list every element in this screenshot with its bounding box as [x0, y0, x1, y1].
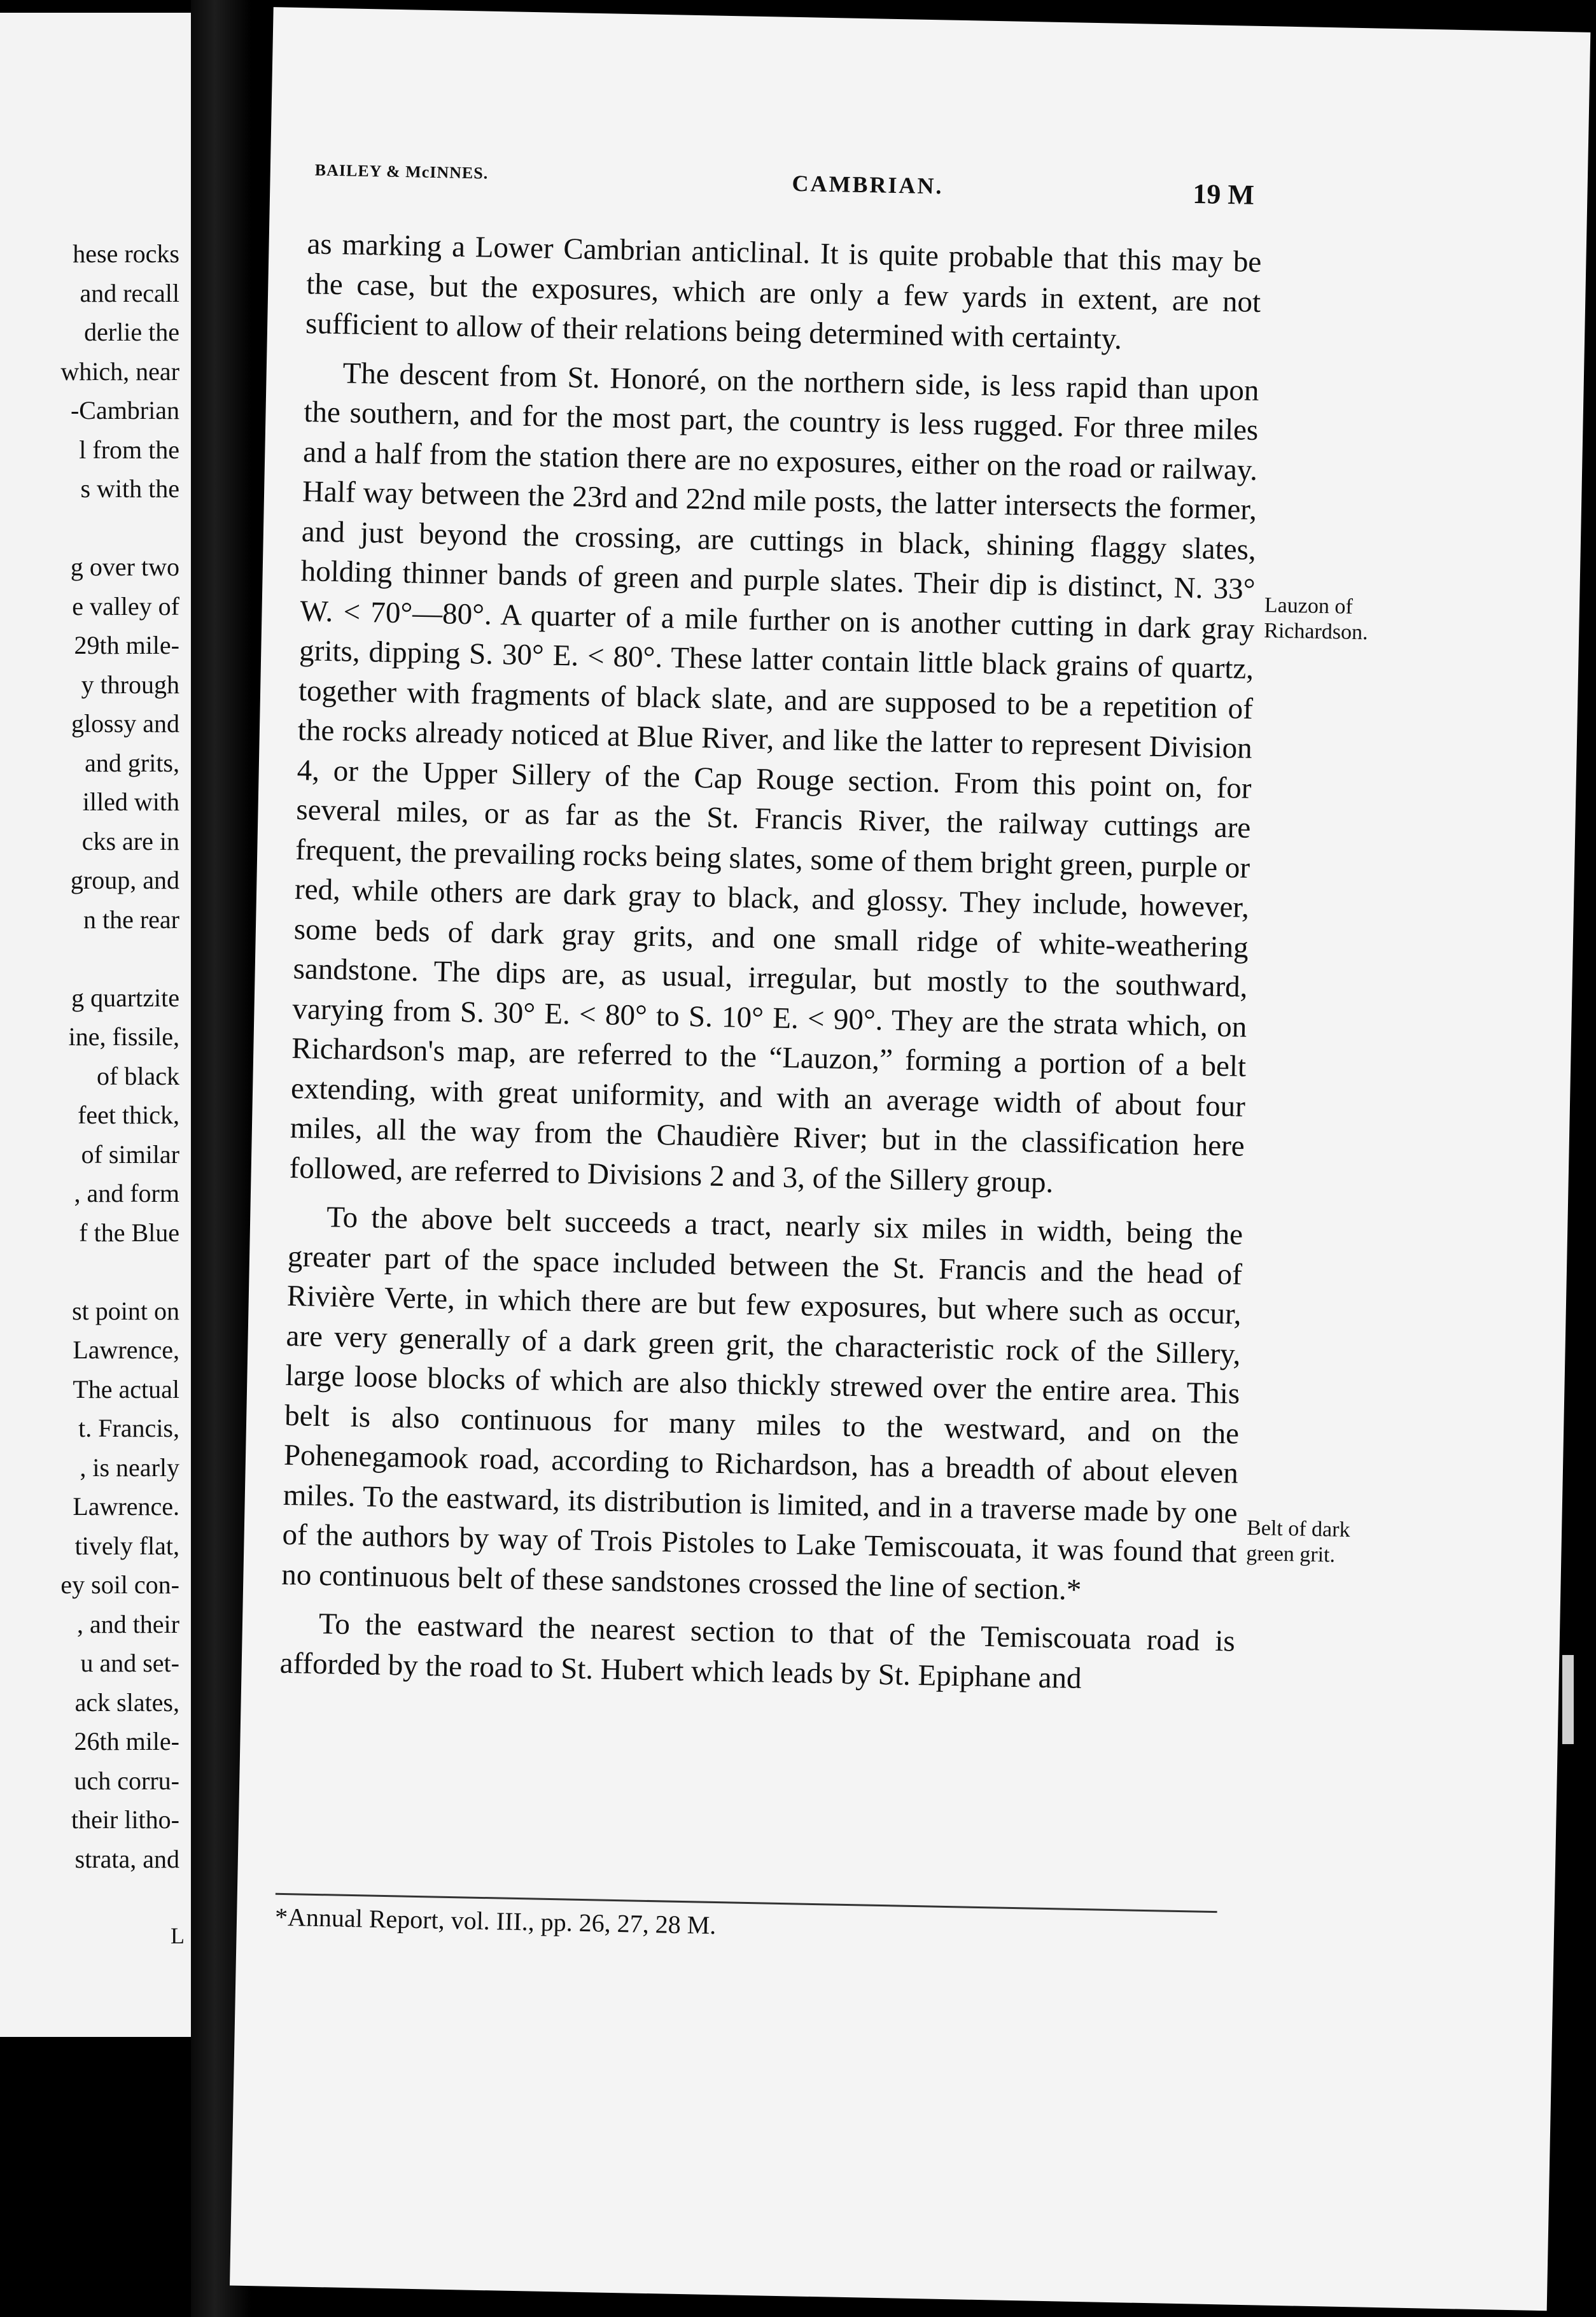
facing-page-line: their litho- — [71, 1805, 179, 1834]
facing-page-line: , and form — [74, 1179, 179, 1208]
facing-page-line: and grits, — [85, 748, 179, 777]
footnote: *Annual Report, vol. III., pp. 26, 27, 28 M. — [274, 1902, 717, 1940]
facing-page-line: , is nearly — [80, 1453, 179, 1482]
facing-page-line: 29th mile- — [74, 631, 179, 659]
facing-page-line: l from the — [79, 435, 179, 464]
facing-page-line: The actual — [73, 1374, 179, 1404]
facing-page-line: Lawrence, — [73, 1335, 179, 1364]
running-head-authors: BAILEY & McINNES. — [314, 160, 489, 183]
facing-page-line: hese rocks — [73, 239, 179, 268]
facing-page-line: n the rear — [83, 905, 179, 934]
facing-page-line: u and set- — [80, 1649, 179, 1677]
paragraph-3: To the above belt succeeds a tract, nearly six miles in width, being the greater part of the space included between the St. Francis and the head of Rivière Verte, in which there are but few exposures, but where such as occur, are very generally of a dark green grit, the characteristic rock of the Sillery, large loose blocks of which are also thickly strewed over the entire area. This belt is also continuous for many miles to the westward, and on the Pohenegamook road, according to Richardson, has a breadth of about eleven miles. To the eastward, its distribution is limited, and in a traverse made by one of the authors by way of Trois Pistoles to Lake Temiscouata, it was found that no continuous belt of these sandstones crossed the line of section.* — [281, 1201, 1243, 1607]
facing-page-line: ine, fissile, — [68, 1022, 179, 1051]
facing-page-line: group, and — [70, 866, 179, 894]
facing-page-line: ack slates, — [74, 1687, 179, 1717]
facing-page-line: g over two — [70, 553, 179, 581]
facing-page-line: , and their — [76, 1609, 179, 1638]
facing-page-line: glossy and — [71, 709, 179, 738]
facing-page-line: ey soil con- — [60, 1570, 179, 1599]
facing-page — [0, 13, 191, 2037]
facing-page-line: 26th mile- — [74, 1727, 179, 1756]
page-body — [279, 224, 1262, 1710]
facing-page-line: and recall — [80, 278, 179, 307]
facing-page-line: tively flat, — [74, 1531, 179, 1560]
paragraph-4: To the eastward the nearest section to that of the Temiscouata road is afforded by the road to St. Hubert which leads by St. Epiphane and — [279, 1607, 1236, 1695]
facing-page-line: e valley of — [72, 591, 179, 621]
facing-page-line: f the Blue — [79, 1218, 179, 1247]
facing-page-line: illed with — [82, 787, 179, 816]
facing-page-line: strata, and — [74, 1844, 179, 1873]
paragraph-2: The descent from St. Honoré, on the northern side, is less rapid than upon the southern, and for the most part, the country is less rugged. For three miles and a half from the station there are no exposures, either on the road or railway. Half way between the 23rd and 22nd mile posts, the latter intersects the former, and just beyond the crossing, are cuttings in black, shining flaggy slates, holding thinner bands of green and purple slates. Their dip is distinct, N. 33° W. < 70°—80°. A quarter of a mile further on is another cutting in dark gray grits, dipping S. 30° E. < 80°. These latter contain little black grains of quartz, together with fragments of black slate, and are supposed to be a repetition of the rocks already noticed at Blue River, and like the latter to represent Division 4, or the Upper Sillery of the Cap Rouge section. From this point on, for several miles, or as far as the St. Francis River, the railway cuttings are frequent, the prevailing rocks being slates, some of them bright green, purple or red, while others are dark gray to black, and glossy. They include, however, some beds of dark gray grits, and one small ridge of white-weathering sandstone. The dips are, as usual, irregular, but mostly to the southward, varying from S. 30° E. < 80° to S. 10° E. < 90°. They are the strata which, on Richardson's map, are referred to the “Lauzon,” forming a portion of a belt extending, with great uniformity, and with an average width of about four miles, all the way from the Chaudière River; but in the classification here followed, are referred to Divisions 2 and 3, of the Sillery group. — [289, 356, 1259, 1199]
facing-page-line: feet thick, — [78, 1101, 179, 1129]
facing-page-line: -Cambrian — [70, 396, 179, 425]
page-number: 19 M — [1192, 178, 1255, 211]
facing-page-line: which, near — [60, 356, 179, 386]
facing-page-line: s with the — [80, 474, 179, 503]
side-note-belt — [1246, 1516, 1399, 1570]
paragraph-1: as marking a Lower Cambrian anticlinal. It is quite probable that this may be the case, but the exposures, which are only a few yards in extent, are not sufficient to allow of their relations being determined with certainty. — [305, 227, 1262, 356]
facing-page-line: y through — [81, 670, 179, 699]
running-head-title: CAMBRIAN. — [792, 170, 944, 199]
facing-page-line: of similar — [81, 1139, 179, 1169]
facing-page-line: uch corru- — [74, 1766, 179, 1795]
side-note-line: Richardson. — [1263, 619, 1368, 645]
facing-page-line: derlie the — [84, 318, 179, 346]
side-note-line: Belt of dark — [1246, 1516, 1350, 1542]
facing-page-line: Lawrence. — [73, 1492, 179, 1521]
margin-mark: L — [171, 1923, 185, 1948]
facing-page-line: t. Francis, — [78, 1414, 179, 1442]
page-edge-tab — [1562, 1655, 1574, 1744]
book-page — [230, 7, 1590, 2311]
facing-page-line: cks are in — [81, 826, 179, 856]
facing-page-line: st point on — [72, 1296, 179, 1325]
facing-page-line: g quartzite — [71, 983, 179, 1012]
facing-page-line: of black — [97, 1061, 179, 1090]
side-note-line: Lauzon of — [1264, 593, 1354, 619]
side-note-line: green grit. — [1246, 1541, 1336, 1567]
side-note-lauzon — [1264, 593, 1417, 647]
